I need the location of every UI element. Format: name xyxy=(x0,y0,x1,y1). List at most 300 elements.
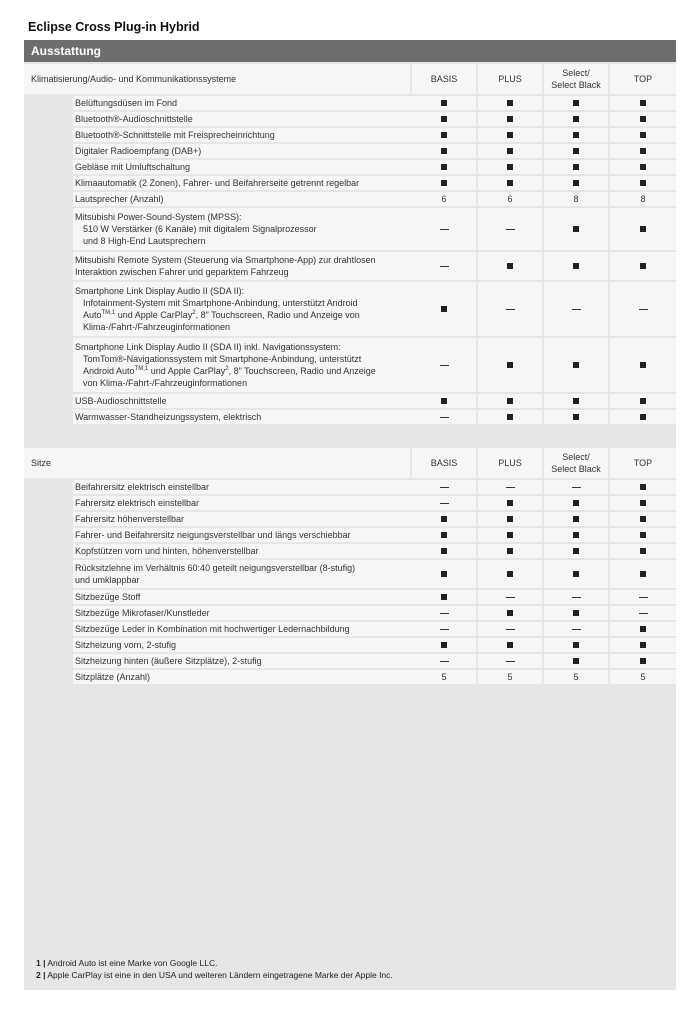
feature-line: Sitzheizung vorn, 2-stufig xyxy=(75,640,177,650)
feature-value xyxy=(544,588,610,604)
feature-label xyxy=(24,280,412,336)
feature-line: Fahrersitz elektrisch einstellbar xyxy=(75,498,200,508)
feature-line: USB-Audioschnittstelle xyxy=(75,396,167,406)
feature-value xyxy=(544,158,610,174)
table-row xyxy=(24,510,676,526)
standard-square-icon xyxy=(507,516,513,522)
feature-line: Fahrer- und Beifahrersitz neigungsverstellbar und längs verschiebbar xyxy=(75,530,351,540)
standard-square-icon xyxy=(573,610,579,616)
feature-value xyxy=(478,588,544,604)
table-row xyxy=(24,158,676,174)
not-available-dash-icon xyxy=(440,229,449,230)
footnote-number: 2 | xyxy=(36,970,46,980)
standard-square-icon xyxy=(573,180,579,186)
standard-square-icon xyxy=(507,148,513,154)
table-row xyxy=(24,174,676,190)
feature-value xyxy=(544,604,610,620)
feature-value xyxy=(412,526,478,542)
standard-square-icon xyxy=(640,362,646,368)
feature-value xyxy=(610,158,676,174)
column-header-line: Select/ xyxy=(562,452,590,462)
feature-label xyxy=(24,652,412,668)
column-header xyxy=(412,62,478,94)
count-value: 5 xyxy=(640,672,646,682)
standard-square-icon xyxy=(507,610,513,616)
feature-value xyxy=(478,94,544,110)
feature-value xyxy=(610,336,676,392)
standard-square-icon xyxy=(640,571,646,577)
feature-value xyxy=(478,174,544,190)
column-header-line: BASIS xyxy=(430,74,458,84)
feature-value xyxy=(412,392,478,408)
feature-value xyxy=(610,190,676,206)
feature-value xyxy=(412,494,478,510)
column-header-line: Select/ xyxy=(562,68,590,78)
feature-value xyxy=(610,668,676,684)
feature-value xyxy=(544,668,610,684)
feature-value xyxy=(544,142,610,158)
feature-value xyxy=(478,392,544,408)
column-header xyxy=(610,62,676,94)
feature-value xyxy=(544,336,610,392)
feature-value xyxy=(610,526,676,542)
standard-square-icon xyxy=(573,226,579,232)
standard-square-icon xyxy=(640,484,646,490)
feature-value xyxy=(544,250,610,280)
feature-value xyxy=(610,142,676,158)
column-header-line: TOP xyxy=(633,74,653,84)
standard-square-icon xyxy=(640,532,646,538)
standard-square-icon xyxy=(573,658,579,664)
standard-square-icon xyxy=(441,571,447,577)
feature-value xyxy=(478,250,544,280)
standard-square-icon xyxy=(441,148,447,154)
table-row xyxy=(24,142,676,158)
count-value: 5 xyxy=(507,672,513,682)
feature-value xyxy=(412,250,478,280)
standard-square-icon xyxy=(507,414,513,420)
standard-square-icon xyxy=(507,362,513,368)
feature-value xyxy=(478,604,544,620)
table-row xyxy=(24,110,676,126)
standard-square-icon xyxy=(573,263,579,269)
table-row xyxy=(24,494,676,510)
feature-value xyxy=(544,190,610,206)
not-available-dash-icon xyxy=(440,487,449,488)
standard-square-icon xyxy=(573,100,579,106)
standard-square-icon xyxy=(441,516,447,522)
table-row xyxy=(24,652,676,668)
feature-label xyxy=(24,408,412,424)
feature-value xyxy=(610,588,676,604)
column-header-line: TOP xyxy=(633,458,653,468)
feature-line: Digitaler Radioempfang (DAB+) xyxy=(75,146,202,156)
column-header xyxy=(478,446,544,478)
standard-square-icon xyxy=(573,362,579,368)
not-available-dash-icon xyxy=(639,309,648,310)
feature-value xyxy=(478,494,544,510)
feature-value xyxy=(544,174,610,190)
feature-value xyxy=(412,174,478,190)
feature-value xyxy=(478,526,544,542)
footnote xyxy=(36,957,393,969)
feature-value xyxy=(478,280,544,336)
table-row xyxy=(24,542,676,558)
feature-label xyxy=(24,494,412,510)
table-row xyxy=(24,190,676,206)
feature-value xyxy=(544,510,610,526)
standard-square-icon xyxy=(573,164,579,170)
feature-line: Interaktion zwischen Fahrer und geparktem Fahrzeug xyxy=(75,267,289,277)
feature-value xyxy=(412,558,478,588)
standard-square-icon xyxy=(573,548,579,554)
feature-subline: Infotainment-System mit Smartphone-Anbindung, unterstützt Android xyxy=(83,298,358,308)
feature-value xyxy=(412,668,478,684)
feature-line: Gebläse mit Umluftschaltung xyxy=(75,162,191,172)
standard-square-icon xyxy=(573,132,579,138)
table-row xyxy=(24,478,676,494)
page-title: Eclipse Cross Plug-in Hybrid xyxy=(28,20,200,34)
feature-value xyxy=(478,558,544,588)
footnote-number: 1 | xyxy=(36,958,46,968)
feature-value xyxy=(478,126,544,142)
feature-label xyxy=(24,94,412,110)
feature-label xyxy=(24,542,412,558)
standard-square-icon xyxy=(507,642,513,648)
not-available-dash-icon xyxy=(440,365,449,366)
column-header xyxy=(412,446,478,478)
feature-value xyxy=(544,408,610,424)
feature-subline: Klima-/Fahrt-/Fahrzeuginformationen xyxy=(83,322,231,332)
count-value: 5 xyxy=(573,672,579,682)
feature-value xyxy=(412,478,478,494)
standard-square-icon xyxy=(573,500,579,506)
column-header-line: Select Black xyxy=(551,80,601,90)
not-available-dash-icon xyxy=(572,597,581,598)
feature-line: Sitzbezüge Leder in Kombination mit hochwertiger Ledernachbildung xyxy=(75,624,350,634)
table-row xyxy=(24,636,676,652)
group-title: Sitze xyxy=(24,446,412,478)
standard-square-icon xyxy=(507,180,513,186)
feature-value xyxy=(610,206,676,250)
table-row xyxy=(24,250,676,280)
feature-value xyxy=(544,110,610,126)
equipment-table xyxy=(24,62,676,424)
feature-value xyxy=(610,250,676,280)
feature-value xyxy=(544,636,610,652)
feature-line: Sitzplätze (Anzahl) xyxy=(75,672,151,682)
column-header xyxy=(544,62,610,94)
column-header xyxy=(610,446,676,478)
feature-value xyxy=(610,652,676,668)
feature-value xyxy=(478,542,544,558)
feature-value xyxy=(544,126,610,142)
feature-line: Smartphone Link Display Audio II (SDA II): xyxy=(75,286,245,296)
feature-line: Klimaautomatik (2 Zonen), Fahrer- und Beifahrerseite getrennt regelbar xyxy=(75,178,360,188)
column-header-line: Select Black xyxy=(551,464,601,474)
feature-value xyxy=(610,636,676,652)
feature-value xyxy=(478,510,544,526)
table-row xyxy=(24,392,676,408)
table-row xyxy=(24,126,676,142)
column-header xyxy=(544,446,610,478)
feature-value xyxy=(478,636,544,652)
standard-square-icon xyxy=(573,414,579,420)
standard-square-icon xyxy=(573,571,579,577)
feature-value xyxy=(610,280,676,336)
feature-value xyxy=(544,392,610,408)
feature-value xyxy=(610,604,676,620)
standard-square-icon xyxy=(640,642,646,648)
feature-subline: 510 W Verstärker (6 Kanäle) mit digitalem Signalprozessor xyxy=(83,224,317,234)
feature-value xyxy=(412,142,478,158)
standard-square-icon xyxy=(441,164,447,170)
feature-value xyxy=(412,588,478,604)
standard-square-icon xyxy=(640,263,646,269)
feature-value xyxy=(544,620,610,636)
standard-square-icon xyxy=(573,532,579,538)
feature-label xyxy=(24,190,412,206)
table-row xyxy=(24,206,676,250)
feature-value xyxy=(544,526,610,542)
table-row xyxy=(24,526,676,542)
feature-line: Kopfstützen vorn und hinten, höhenverstellbar xyxy=(75,546,259,556)
feature-value xyxy=(610,126,676,142)
standard-square-icon xyxy=(573,148,579,154)
standard-square-icon xyxy=(640,100,646,106)
feature-value xyxy=(412,158,478,174)
feature-line: Warmwasser-Standheizungssystem, elektrisch xyxy=(75,412,262,422)
feature-line: Sitzheizung hinten (äußere Sitzplätze), 2-stufig xyxy=(75,656,262,666)
standard-square-icon xyxy=(640,148,646,154)
feature-label xyxy=(24,478,412,494)
feature-label xyxy=(24,158,412,174)
table-row xyxy=(24,668,676,684)
feature-value xyxy=(610,110,676,126)
table-row xyxy=(24,336,676,392)
column-header-line: PLUS xyxy=(498,458,522,468)
not-available-dash-icon xyxy=(572,629,581,630)
feature-value xyxy=(610,558,676,588)
feature-label xyxy=(24,174,412,190)
table-row xyxy=(24,558,676,588)
feature-value xyxy=(412,126,478,142)
standard-square-icon xyxy=(640,398,646,404)
standard-square-icon xyxy=(507,571,513,577)
feature-value xyxy=(412,652,478,668)
footnote xyxy=(36,969,393,981)
feature-value xyxy=(544,558,610,588)
not-available-dash-icon xyxy=(506,229,515,230)
feature-value xyxy=(478,190,544,206)
not-available-dash-icon xyxy=(506,629,515,630)
not-available-dash-icon xyxy=(440,266,449,267)
feature-value xyxy=(478,206,544,250)
feature-value xyxy=(478,652,544,668)
standard-square-icon xyxy=(441,180,447,186)
feature-value xyxy=(412,636,478,652)
equipment-panel xyxy=(24,40,676,990)
table-header-row xyxy=(24,446,676,478)
standard-square-icon xyxy=(640,414,646,420)
feature-value xyxy=(544,542,610,558)
standard-square-icon xyxy=(640,500,646,506)
feature-value xyxy=(544,94,610,110)
feature-label xyxy=(24,604,412,620)
not-available-dash-icon xyxy=(440,503,449,504)
standard-square-icon xyxy=(640,548,646,554)
feature-value xyxy=(412,542,478,558)
feature-value xyxy=(610,94,676,110)
feature-line: Bluetooth®-Schnittstelle mit Freisprecheinrichtung xyxy=(75,130,275,140)
feature-line: Sitzbezüge Stoff xyxy=(75,592,141,602)
count-value: 6 xyxy=(441,194,447,204)
feature-value xyxy=(610,542,676,558)
not-available-dash-icon xyxy=(572,309,581,310)
feature-label xyxy=(24,250,412,280)
standard-square-icon xyxy=(507,100,513,106)
feature-label xyxy=(24,336,412,392)
group-spacer xyxy=(24,424,676,446)
feature-value xyxy=(478,668,544,684)
table-row xyxy=(24,280,676,336)
feature-line: Belüftungsdüsen im Fond xyxy=(75,98,178,108)
standard-square-icon xyxy=(507,132,513,138)
section-header: Ausstattung xyxy=(24,40,676,62)
feature-label xyxy=(24,510,412,526)
standard-square-icon xyxy=(441,532,447,538)
count-value: 8 xyxy=(573,194,579,204)
standard-square-icon xyxy=(441,398,447,404)
standard-square-icon xyxy=(573,398,579,404)
feature-line: Beifahrersitz elektrisch einstellbar xyxy=(75,482,210,492)
standard-square-icon xyxy=(640,516,646,522)
feature-line: Smartphone Link Display Audio II (SDA II) inkl. Navigationssystem: xyxy=(75,342,341,352)
standard-square-icon xyxy=(441,132,447,138)
table-row xyxy=(24,588,676,604)
feature-subline: Android Auto$^{TM,1}$ und Apple CarPlay$^2$, 8" Touchscreen, Radio und Anzeige xyxy=(83,366,376,376)
count-value: 8 xyxy=(640,194,646,204)
feature-value xyxy=(478,620,544,636)
feature-subline: und 8 High-End Lautsprechern xyxy=(83,236,206,246)
not-available-dash-icon xyxy=(440,417,449,418)
count-value: 5 xyxy=(441,672,447,682)
feature-label xyxy=(24,620,412,636)
feature-value xyxy=(610,392,676,408)
feature-line: Lautsprecher (Anzahl) xyxy=(75,194,164,204)
feature-label xyxy=(24,558,412,588)
standard-square-icon xyxy=(640,164,646,170)
standard-square-icon xyxy=(441,116,447,122)
table-row xyxy=(24,94,676,110)
feature-value xyxy=(478,478,544,494)
not-available-dash-icon xyxy=(440,629,449,630)
feature-value xyxy=(412,336,478,392)
feature-value xyxy=(478,408,544,424)
feature-value xyxy=(412,620,478,636)
feature-value xyxy=(478,336,544,392)
standard-square-icon xyxy=(507,532,513,538)
not-available-dash-icon xyxy=(506,661,515,662)
table-row xyxy=(24,620,676,636)
not-available-dash-icon xyxy=(506,309,515,310)
feature-value xyxy=(412,94,478,110)
feature-value xyxy=(610,494,676,510)
feature-line: Rücksitzlehne im Verhältnis 60:40 geteilt neigungsverstellbar (8-stufig) xyxy=(75,563,356,573)
standard-square-icon xyxy=(441,100,447,106)
standard-square-icon xyxy=(441,548,447,554)
feature-value xyxy=(478,142,544,158)
not-available-dash-icon xyxy=(639,597,648,598)
feature-label xyxy=(24,636,412,652)
feature-value xyxy=(544,206,610,250)
feature-line: Bluetooth®-Audioschnittstelle xyxy=(75,114,193,124)
not-available-dash-icon xyxy=(639,613,648,614)
footnotes xyxy=(36,957,393,981)
feature-label xyxy=(24,110,412,126)
feature-value xyxy=(412,190,478,206)
table-header-row xyxy=(24,62,676,94)
standard-square-icon xyxy=(507,116,513,122)
not-available-dash-icon xyxy=(440,613,449,614)
feature-label xyxy=(24,206,412,250)
feature-value xyxy=(610,408,676,424)
table-row xyxy=(24,408,676,424)
feature-value xyxy=(544,494,610,510)
feature-value xyxy=(544,652,610,668)
standard-square-icon xyxy=(507,500,513,506)
feature-value xyxy=(412,408,478,424)
feature-value xyxy=(610,620,676,636)
feature-value xyxy=(610,478,676,494)
column-header xyxy=(478,62,544,94)
standard-square-icon xyxy=(441,642,447,648)
feature-value xyxy=(610,174,676,190)
standard-square-icon xyxy=(640,226,646,232)
feature-value xyxy=(478,110,544,126)
standard-square-icon xyxy=(640,132,646,138)
standard-square-icon xyxy=(640,180,646,186)
standard-square-icon xyxy=(441,594,447,600)
feature-line: Fahrersitz höhenverstellbar xyxy=(75,514,185,524)
standard-square-icon xyxy=(573,642,579,648)
feature-label xyxy=(24,526,412,542)
feature-value xyxy=(544,478,610,494)
feature-subline: Auto$^{TM,1}$ und Apple CarPlay$^2$, 8" Touchscreen, Radio und Anzeige von xyxy=(83,310,360,320)
standard-square-icon xyxy=(507,548,513,554)
feature-line: Sitzbezüge Mikrofaser/Kunstleder xyxy=(75,608,210,618)
standard-square-icon xyxy=(573,516,579,522)
feature-line: Mitsubishi Remote System (Steuerung via Smartphone-App) zur drahtlosen xyxy=(75,255,376,265)
standard-square-icon xyxy=(573,116,579,122)
column-header-line: BASIS xyxy=(430,458,458,468)
feature-subline: von Klima-/Fahrt-/Fahrzeuginformationen xyxy=(83,378,248,388)
feature-value xyxy=(610,510,676,526)
not-available-dash-icon xyxy=(440,661,449,662)
standard-square-icon xyxy=(507,164,513,170)
standard-square-icon xyxy=(640,658,646,664)
feature-label xyxy=(24,392,412,408)
feature-label xyxy=(24,126,412,142)
footnote-text: Apple CarPlay ist eine in den USA und weiteren Ländern eingetragene Marke der Apple Inc. xyxy=(45,970,393,980)
table-row xyxy=(24,604,676,620)
feature-label xyxy=(24,588,412,604)
not-available-dash-icon xyxy=(506,597,515,598)
equipment-groups xyxy=(24,62,676,684)
feature-value xyxy=(412,510,478,526)
feature-value xyxy=(478,158,544,174)
not-available-dash-icon xyxy=(572,487,581,488)
